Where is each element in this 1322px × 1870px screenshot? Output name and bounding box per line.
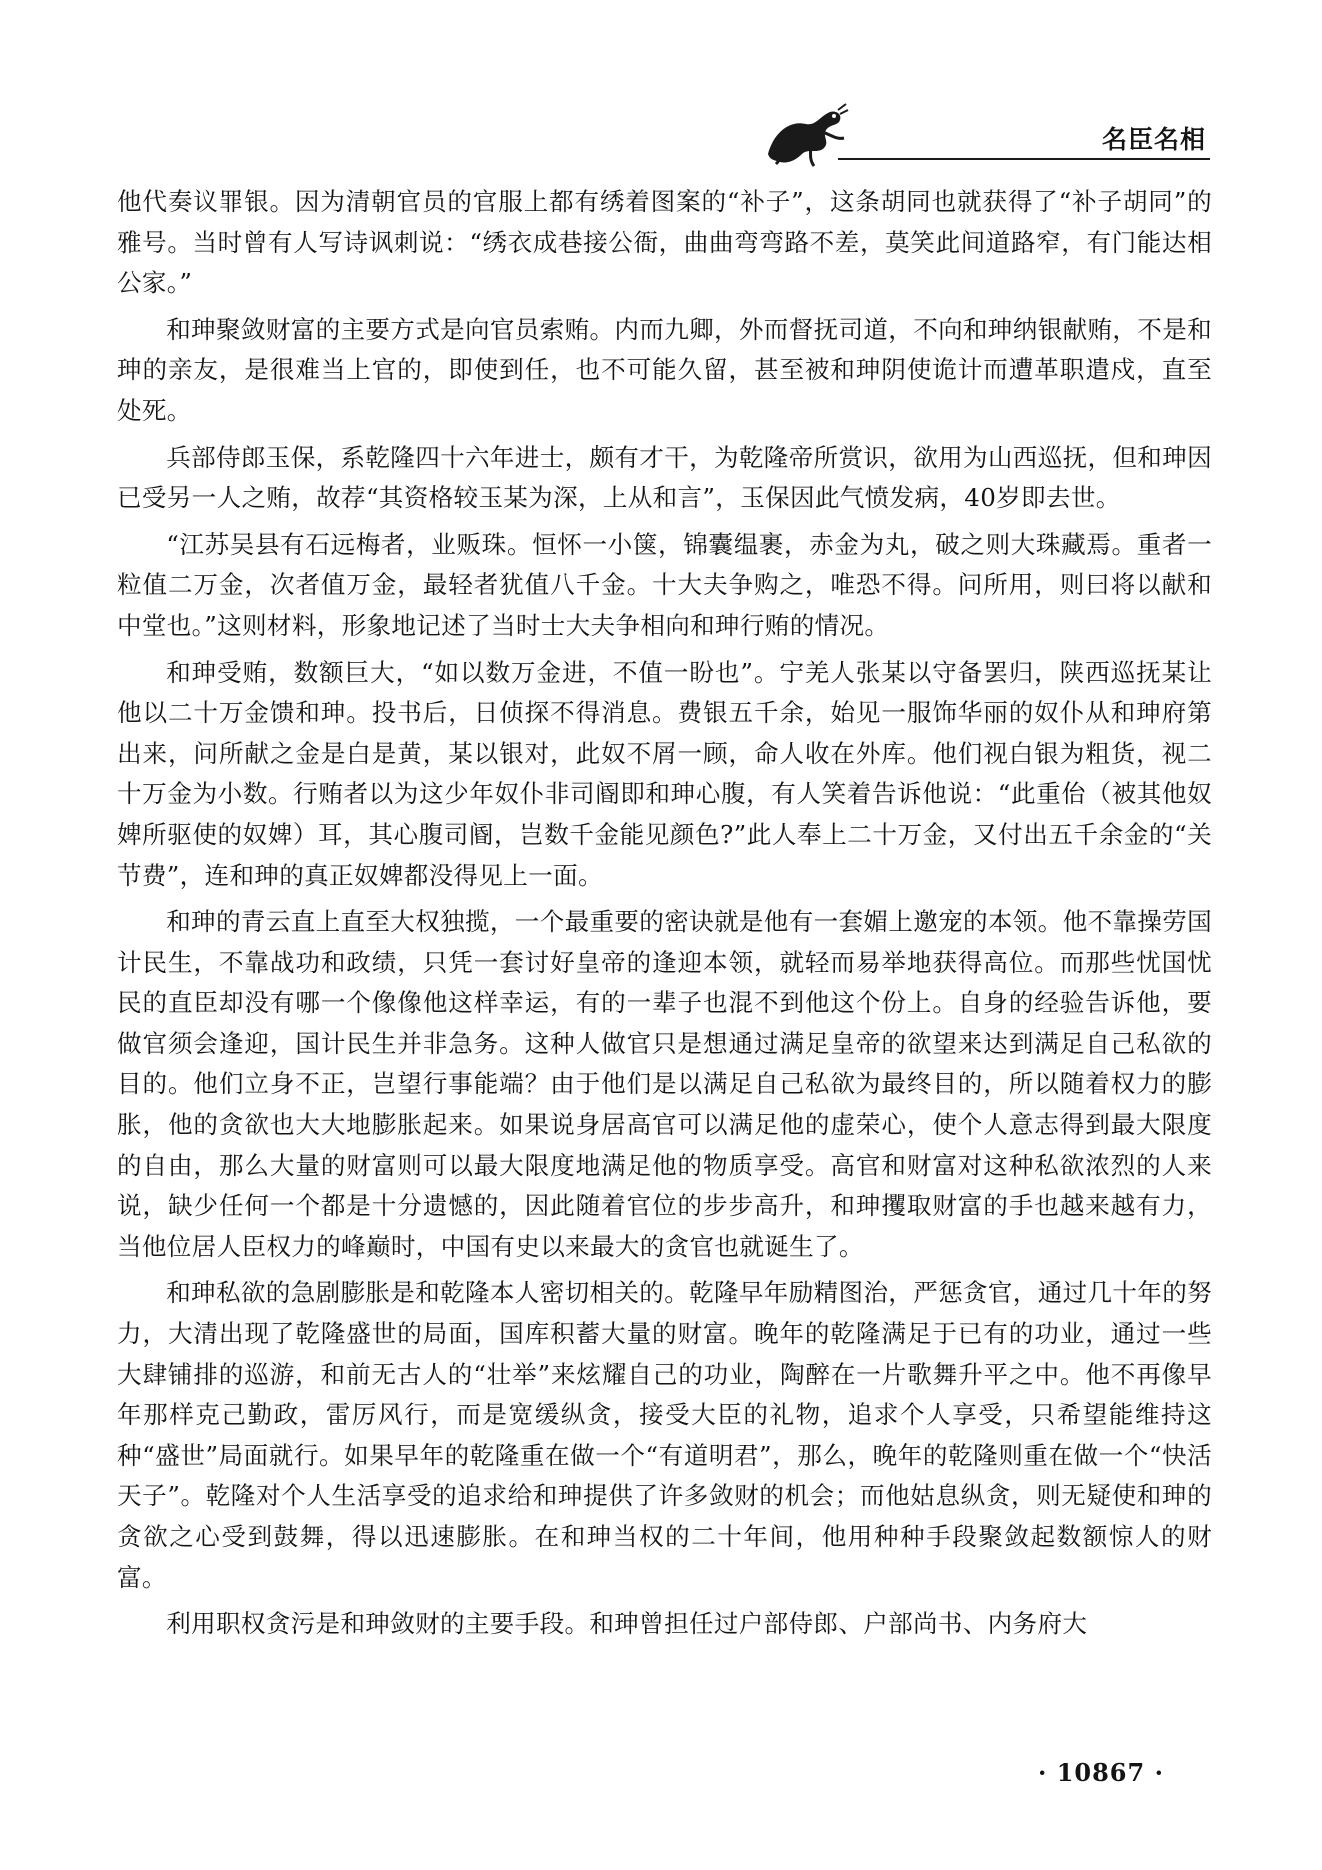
paragraph: 利用职权贪污是和珅敛财的主要手段。和珅曾担任过户部侍郎、户部尚书、内务府大: [166, 1609, 1088, 1639]
section-title: 名臣名相: [1101, 125, 1206, 154]
paragraph: 和珅聚敛财富的主要方式是向官员索贿。内而九卿，外而督抚司道，不向和珅纳银献贿，不是和珅的亲友，是很难当上官的，即使到任，也不可能久留，甚至被和珅阴使诡计而遭革职遣戍，直至处死。: [117, 314, 1212, 425]
body-text: [117, 182, 1212, 1651]
header-rule: [838, 158, 1210, 160]
paragraph: 和珅受贿，数额巨大，“如以数万金进，不值一盼也”。宁羌人张某以守备罢归，陕西巡抚某让他以二十万金馈和珅。投书后，日侦探不得消息。费银五千余，始见一服饰华丽的奴仆从和珅府第出来，问所献之金是白是黄，某以银对，此奴不屑一顾，命人收在外库。他们视白银为粗货，视二十万金为小数。行贿者以为这少年奴仆非司阍即和珅心腹，有人笑着告诉他说：“此重佁（被其他奴婢所驱使的奴婢）耳，其心腹司阍，岂数千金能见颜色?”此人奉上二十万金，又付出五千余金的“关节费”，连和珅的真正奴婢都没得见上一面。: [117, 657, 1212, 890]
paragraph: 他代奏议罪银。因为清朝官员的官服上都有绣着图案的“补子”，这条胡同也就获得了“补子胡同”的雅号。当时曾有人写诗讽刺说：“绣衣成巷接公衙，曲曲弯弯路不差，莫笑此间道路窄，有门能达相公家。”: [117, 187, 1212, 298]
paragraph: 和珅的青云直上直至大权独揽，一个最重要的密诀就是他有一套媚上邀宠的本领。他不靠操劳国计民生，不靠战功和政绩，只凭一套讨好皇帝的逢迎本领，就轻而易举地获得高位。而那些忧国忧民的直臣却没有哪一个像像他这样幸运，有的一辈子也混不到他这个份上。自身的经验告诉他，要做官须会逢迎，国计民生并非急务。这种人做官只是想通过满足皇帝的欲望来达到满足自己私欲的目的。他们立身不正，岂望行事能端？由于他们是以满足自己私欲为最终目的，所以随着权力的膨胀，他的贪欲也大大地膨胀起来。如果说身居高官可以满足他的虚荣心，使个人意志得到最大限度的自由，那么大量的财富则可以最大限度地满足他的物质享受。高官和财富对这种私欲浓烈的人来说，缺少任何一个都是十分遗憾的，因此随着官位的步步高升，和珅攫取财富的手也越来越有力，当他位居人臣权力的峰巅时，中国有史以来最大的贪官也就诞生了。: [117, 907, 1212, 1261]
page-number: · 10867 ·: [1038, 1758, 1164, 1787]
paragraph: 和珅私欲的急剧膨胀是和乾隆本人密切相关的。乾隆早年励精图治，严惩贪官，通过几十年的努力，大清出现了乾隆盛世的局面，国库积蓄大量的财富。晚年的乾隆满足于已有的功业，通过一些大肆铺排的巡游，和前无古人的“壮举”来炫耀自己的功业，陶醉在一片歌舞升平之中。他不再像早年那样克己勤政，雷厉风行，而是宽缓纵贪，接受大臣的礼物，追求个人享受，只希望能维持这种“盛世”局面就行。如果早年的乾隆重在做一个“有道明君”，那么，晚年的乾隆则重在做一个“快活天子”。乾隆对个人生活享受的追求给和珅提供了许多敛财的机会；而他姑息纵贪，则无疑使和珅的贪欲之心受到鼓舞，得以迅速膨胀。在和珅当权的二十年间，他用种种手段聚敛起数额惊人的财富。: [117, 1278, 1212, 1592]
paragraph: “江苏吴县有石远梅者，业贩珠。恒怀一小箧，锦囊缊裹，赤金为丸，破之则大珠藏焉。重者一粒值二万金，次者值万金，最轻者犹值八千金。十大夫争购之，唯恐不得。问所用，则曰将以献和中堂也。”这则材料，形象地记述了当时士大夫争相向和珅行贿的情况。: [117, 529, 1212, 640]
running-header: [760, 92, 1210, 172]
paragraph: 兵部侍郎玉保，系乾隆四十六年进士，颇有才干，为乾隆帝所赏识，欲用为山西巡抚，但和珅因已受另一人之贿，故荐“其资格较玉某为深，上从和言”，玉保因此气愤发病，40岁即去世。: [117, 442, 1212, 513]
dragon-icon: [760, 102, 850, 172]
